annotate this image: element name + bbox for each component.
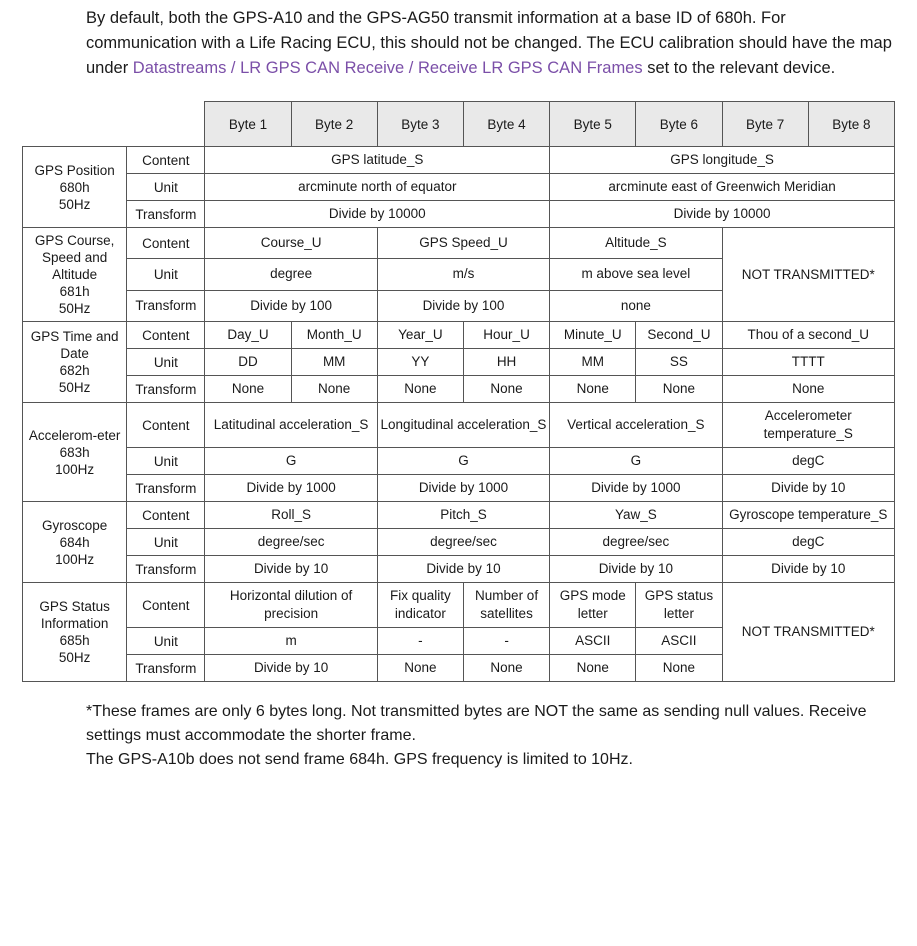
cell-content: Longitudinal acceleration_S bbox=[377, 403, 549, 448]
cell-content: Course_U bbox=[205, 228, 377, 259]
cell-unit: MM bbox=[550, 349, 636, 376]
cell-not-transmitted: NOT TRANSMITTED* bbox=[722, 228, 894, 322]
group-rate: 50Hz bbox=[58, 380, 91, 395]
document-page bbox=[0, 6, 917, 946]
table-row bbox=[23, 448, 895, 475]
cell-transform: Divide by 10 bbox=[722, 475, 894, 502]
row-label-transform: Transform bbox=[127, 556, 205, 583]
cell-content: Pitch_S bbox=[377, 502, 549, 529]
cell-content: Fix quality indicator bbox=[377, 583, 463, 628]
cell-transform: None bbox=[463, 655, 549, 682]
cell-transform: None bbox=[636, 655, 722, 682]
column-header-byte8: Byte 8 bbox=[808, 102, 894, 147]
cell-unit: arcminute north of equator bbox=[205, 174, 550, 201]
cell-unit: - bbox=[463, 628, 549, 655]
cell-content: GPS status letter bbox=[636, 583, 722, 628]
table-row bbox=[23, 201, 895, 228]
cell-transform: None bbox=[550, 376, 636, 403]
cell-transform: Divide by 10 bbox=[722, 556, 894, 583]
row-label-content: Content bbox=[127, 147, 205, 174]
cell-unit: G bbox=[377, 448, 549, 475]
group-label-gps-time-date bbox=[23, 322, 127, 403]
cell-unit: - bbox=[377, 628, 463, 655]
can-frames-table bbox=[22, 101, 895, 682]
header-spacer-rowlabel bbox=[127, 102, 205, 147]
column-header-byte5: Byte 5 bbox=[550, 102, 636, 147]
group-id: 680h bbox=[59, 179, 90, 195]
row-label-unit: Unit bbox=[127, 174, 205, 201]
cell-transform: Divide by 1000 bbox=[377, 475, 549, 502]
cell-content: Hour_U bbox=[463, 322, 549, 349]
row-label-content: Content bbox=[127, 583, 205, 628]
cell-transform: Divide by 10000 bbox=[550, 201, 895, 228]
cell-content: Latitudinal acceleration_S bbox=[205, 403, 377, 448]
cell-unit: SS bbox=[636, 349, 722, 376]
table-row bbox=[23, 502, 895, 529]
group-rate: 100Hz bbox=[55, 551, 95, 567]
row-label-unit: Unit bbox=[127, 529, 205, 556]
cell-content: GPS Speed_U bbox=[377, 228, 549, 259]
cell-unit: degC bbox=[722, 448, 894, 475]
cell-content: Vertical acceleration_S bbox=[550, 403, 722, 448]
cell-unit: DD bbox=[205, 349, 291, 376]
cell-content: GPS latitude_S bbox=[205, 147, 550, 174]
cell-content: Altitude_S bbox=[550, 228, 722, 259]
table-row bbox=[23, 322, 895, 349]
row-label-transform: Transform bbox=[127, 475, 205, 502]
cell-unit: ASCII bbox=[636, 628, 722, 655]
cell-transform: Divide by 10000 bbox=[205, 201, 550, 228]
table-row bbox=[23, 174, 895, 201]
group-label-gyroscope bbox=[23, 502, 127, 583]
cell-unit: HH bbox=[463, 349, 549, 376]
row-label-unit: Unit bbox=[127, 259, 205, 290]
cell-content: Roll_S bbox=[205, 502, 377, 529]
footnote-line-2: The GPS-A10b does not send frame 684h. GPS frequency is limited to 10Hz. bbox=[86, 751, 633, 768]
cell-transform: Divide by 100 bbox=[377, 290, 549, 321]
group-rate: 50Hz bbox=[58, 196, 91, 212]
group-name: GPS Course, Speed and Altitude bbox=[34, 233, 115, 282]
cell-transform: Divide by 10 bbox=[205, 556, 377, 583]
cell-unit: m bbox=[205, 628, 377, 655]
column-header-byte1: Byte 1 bbox=[205, 102, 291, 147]
group-name: GPS Status Information bbox=[39, 599, 110, 631]
cell-transform: None bbox=[377, 376, 463, 403]
row-label-content: Content bbox=[127, 502, 205, 529]
table-row bbox=[23, 147, 895, 174]
table-row bbox=[23, 376, 895, 403]
group-label-gps-course-speed-altitude bbox=[23, 228, 127, 322]
cell-content: Gyroscope temperature_S bbox=[722, 502, 894, 529]
cell-unit: degree/sec bbox=[550, 529, 722, 556]
group-name: Gyroscope bbox=[41, 517, 108, 533]
cell-unit: degree bbox=[205, 259, 377, 290]
group-id: 682h bbox=[59, 363, 90, 378]
row-label-unit: Unit bbox=[127, 448, 205, 475]
table-row bbox=[23, 228, 895, 259]
cell-content: Yaw_S bbox=[550, 502, 722, 529]
table-row bbox=[23, 529, 895, 556]
row-label-transform: Transform bbox=[127, 655, 205, 682]
footnote-block bbox=[86, 700, 895, 772]
row-label-transform: Transform bbox=[127, 290, 205, 321]
cell-unit: MM bbox=[291, 349, 377, 376]
column-header-byte2: Byte 2 bbox=[291, 102, 377, 147]
cell-transform: Divide by 1000 bbox=[205, 475, 377, 502]
table-row bbox=[23, 556, 895, 583]
cell-transform: None bbox=[550, 655, 636, 682]
group-rate: 50Hz bbox=[58, 650, 91, 665]
column-header-byte3: Byte 3 bbox=[377, 102, 463, 147]
cell-content: Number of satellites bbox=[463, 583, 549, 628]
group-id: 683h bbox=[59, 444, 90, 460]
group-label-gps-position bbox=[23, 147, 127, 228]
column-header-byte4: Byte 4 bbox=[463, 102, 549, 147]
cell-unit: ASCII bbox=[550, 628, 636, 655]
row-label-unit: Unit bbox=[127, 628, 205, 655]
header-spacer-group bbox=[23, 102, 127, 147]
intro-map-path-link[interactable]: Datastreams / LR GPS CAN Receive / Receive LR GPS CAN Frames bbox=[132, 59, 643, 77]
cell-content: GPS mode letter bbox=[550, 583, 636, 628]
cell-unit: degree/sec bbox=[205, 529, 377, 556]
group-id: 681h bbox=[59, 284, 90, 299]
row-label-content: Content bbox=[127, 322, 205, 349]
cell-unit: YY bbox=[377, 349, 463, 376]
cell-transform: Divide by 100 bbox=[205, 290, 377, 321]
row-label-content: Content bbox=[127, 403, 205, 448]
intro-paragraph bbox=[86, 6, 895, 81]
cell-not-transmitted: NOT TRANSMITTED* bbox=[722, 583, 894, 682]
table-header-row bbox=[23, 102, 895, 147]
table-row bbox=[23, 349, 895, 376]
group-label-accelerometer bbox=[23, 403, 127, 502]
table-row bbox=[23, 475, 895, 502]
cell-transform: Divide by 1000 bbox=[550, 475, 722, 502]
column-header-byte6: Byte 6 bbox=[636, 102, 722, 147]
group-id: 684h bbox=[59, 534, 90, 550]
row-label-unit: Unit bbox=[127, 349, 205, 376]
cell-transform: None bbox=[377, 655, 463, 682]
row-label-content: Content bbox=[127, 228, 205, 259]
cell-unit: G bbox=[550, 448, 722, 475]
cell-content: GPS longitude_S bbox=[550, 147, 895, 174]
cell-transform: Divide by 10 bbox=[550, 556, 722, 583]
cell-transform: None bbox=[291, 376, 377, 403]
cell-content: Second_U bbox=[636, 322, 722, 349]
cell-content: Horizontal dilution of precision bbox=[205, 583, 377, 628]
cell-transform: Divide by 10 bbox=[377, 556, 549, 583]
group-label-gps-status-information bbox=[23, 583, 127, 682]
cell-content: Month_U bbox=[291, 322, 377, 349]
cell-transform: Divide by 10 bbox=[205, 655, 377, 682]
row-label-transform: Transform bbox=[127, 201, 205, 228]
cell-content: Thou of a second_U bbox=[722, 322, 894, 349]
row-label-transform: Transform bbox=[127, 376, 205, 403]
group-id: 685h bbox=[59, 633, 90, 648]
cell-transform: None bbox=[463, 376, 549, 403]
cell-transform: None bbox=[205, 376, 291, 403]
cell-unit: G bbox=[205, 448, 377, 475]
table-row bbox=[23, 583, 895, 628]
cell-transform: none bbox=[550, 290, 722, 321]
footnote-line-1: *These frames are only 6 bytes long. Not transmitted bytes are NOT the same as sending null values. Receive settings must accommodate the shorter frame. bbox=[86, 703, 867, 744]
cell-unit: m above sea level bbox=[550, 259, 722, 290]
cell-unit: m/s bbox=[377, 259, 549, 290]
group-rate: 100Hz bbox=[55, 461, 95, 477]
column-header-byte7: Byte 7 bbox=[722, 102, 808, 147]
group-rate: 50Hz bbox=[58, 301, 91, 316]
intro-text-part1: By default, both the GPS-A10 and the GPS-AG50 transmit information at a base ID of 680h. For communication with a Life Racing ECU, this should not be changed. The ECU calibration should have the map under bbox=[86, 9, 892, 77]
cell-unit: degC bbox=[722, 529, 894, 556]
cell-unit: arcminute east of Greenwich Meridian bbox=[550, 174, 895, 201]
cell-content: Minute_U bbox=[550, 322, 636, 349]
cell-unit: TTTT bbox=[722, 349, 894, 376]
cell-content: Accelerometer temperature_S bbox=[722, 403, 894, 448]
cell-content: Year_U bbox=[377, 322, 463, 349]
intro-text-part2: set to the relevant device. bbox=[642, 59, 836, 77]
group-name: Accelerom-eter bbox=[28, 427, 121, 443]
cell-transform: None bbox=[636, 376, 722, 403]
group-name: GPS Time and Date bbox=[30, 329, 119, 361]
cell-unit: degree/sec bbox=[377, 529, 549, 556]
cell-transform: None bbox=[722, 376, 894, 403]
group-name: GPS Position bbox=[34, 162, 115, 178]
cell-content: Day_U bbox=[205, 322, 291, 349]
table-row bbox=[23, 403, 895, 448]
